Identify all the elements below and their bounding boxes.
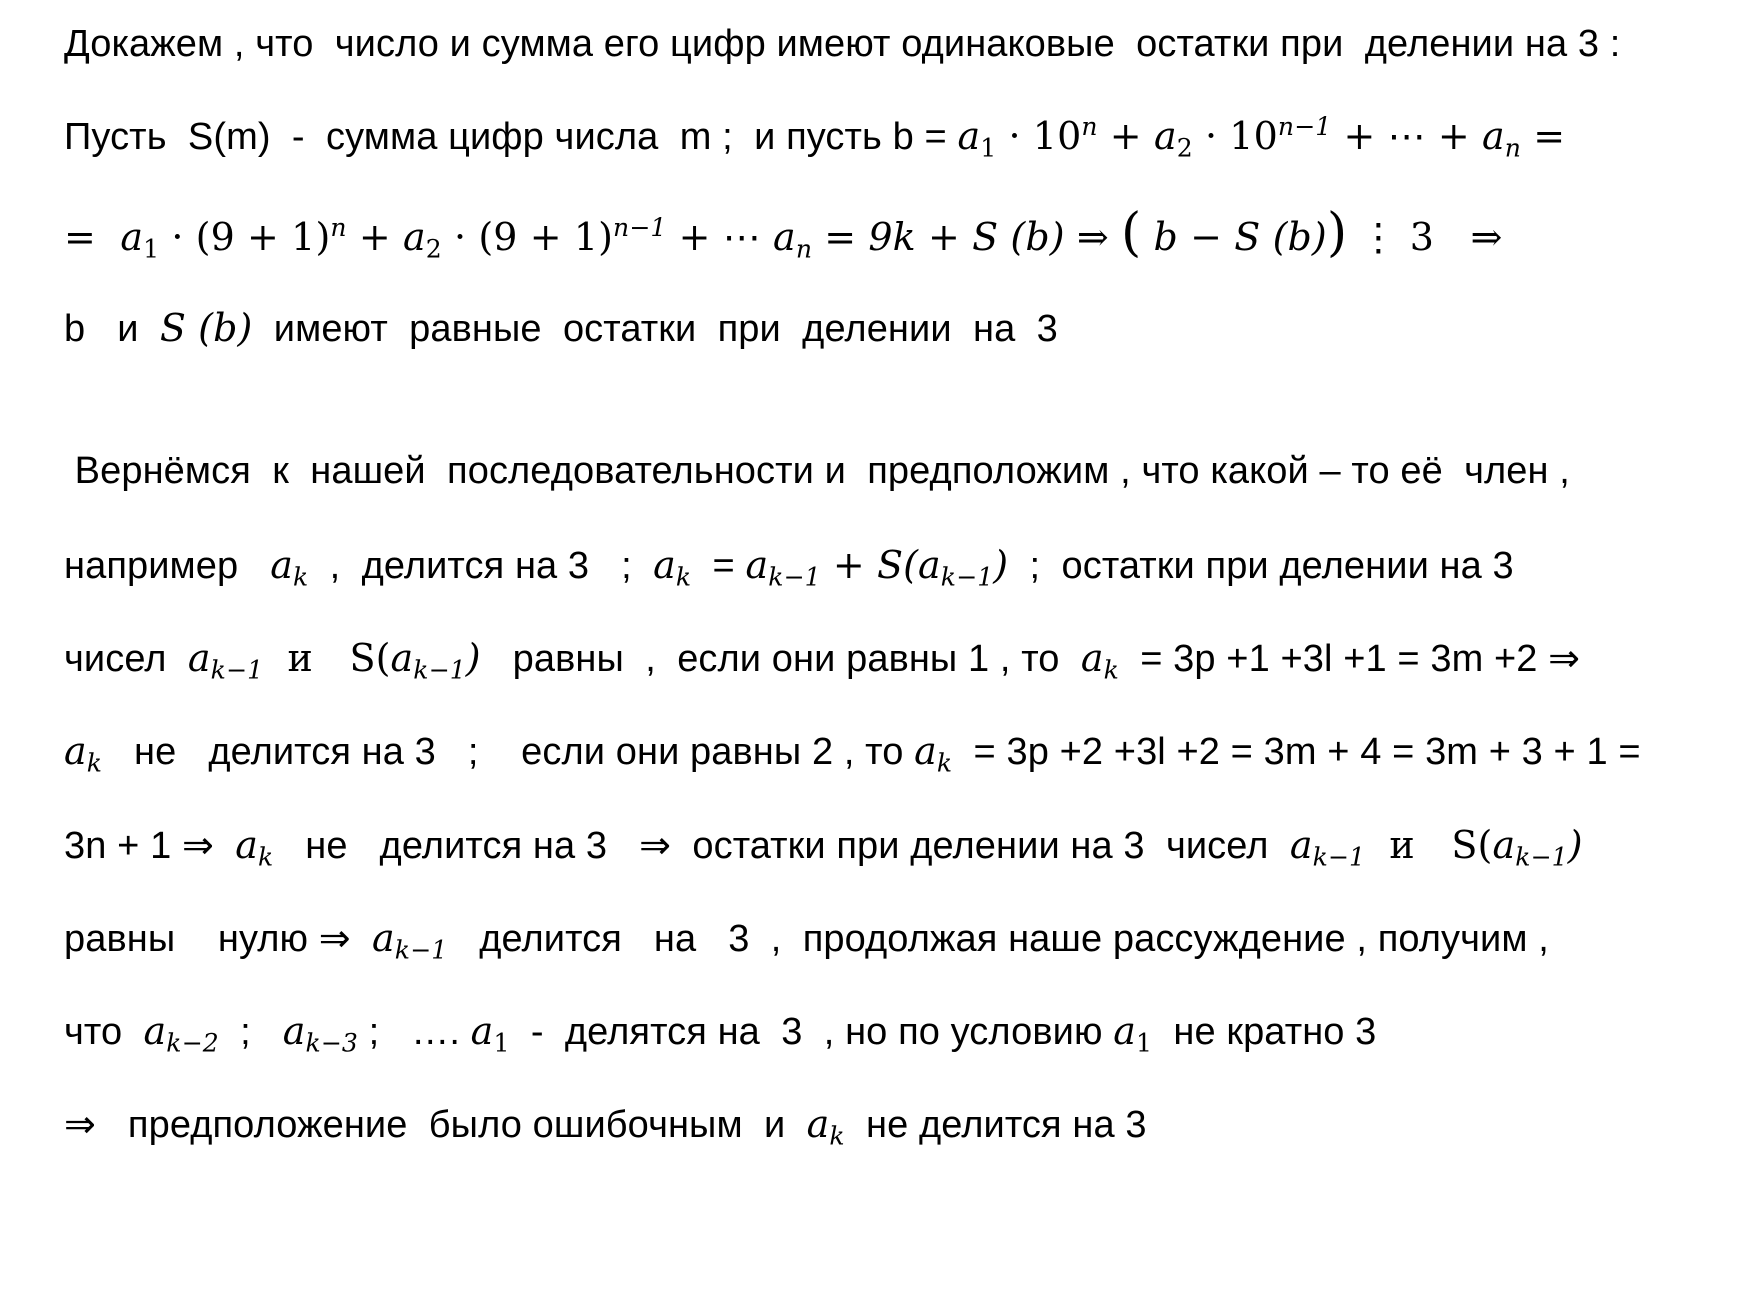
text-line: Пусть S(m) - сумма цифр числа m ; и пусть $b = a_1 \cdot 10^n + a_2 \cdot 10^{n-1}$ + ⋯ + $a_n$ = (64, 112, 1566, 163)
text-line: b и S (b) имеют равные остатки при делении на 3 (64, 306, 1058, 350)
text-line: что $a_{k-2}$ ; $a_{k-3}$ ; …. $a_1$ - делятся на 3 , но по условию $a_1$ не кратно 3 (64, 1009, 1377, 1058)
text-line: 3n + 1 ⇒ $a_k$ не делится на 3 ⇒ остатки при делении на 3 чисел $a_{k-1}$ и $S(a_{k-1})$ (64, 823, 1583, 872)
text-line: равны нулю ⇒ $a_{k-1}$ делится на 3 , продолжая наше рассуждение , получим , (64, 916, 1549, 965)
text-line: ⇒ предположение было ошибочным и $a_k$ не делится на 3 (64, 1102, 1147, 1151)
text-line: чисел $a_{k-1}$ и $S(a_{k-1})$ равны , если они равны 1 , то $a_k = 3p +1 +3l +1 = 3m +2$ ⇒ (64, 636, 1581, 685)
text-line: например $a_k$ , делится на 3 ; $a_k = a_{k-1} + S(a_{k-1})$ ; остатки при делении на 3 (64, 543, 1514, 592)
math-line: = $a_1 \cdot (9 + 1)^n + a_2 \cdot (9 + 1)^{n-1}$ + ⋯ $a_n = 9k + S$ (b) ⇒ ( b − S (b)) ⋮ 3 ⇒ (64, 203, 1503, 264)
text-line: $a_k$ не делится на 3 ; если они равны 2 , то $a_k = 3p +2 +3l +2 = 3m + 4 = 3m + 3 + 1$ = (64, 729, 1641, 778)
text-line: Вернёмся к нашей последовательности и предположим , что какой – то её член , (64, 450, 1570, 492)
text-line: Докажем , что число и сумма его цифр имеют одинаковые остатки при делении на 3 : (64, 23, 1621, 65)
